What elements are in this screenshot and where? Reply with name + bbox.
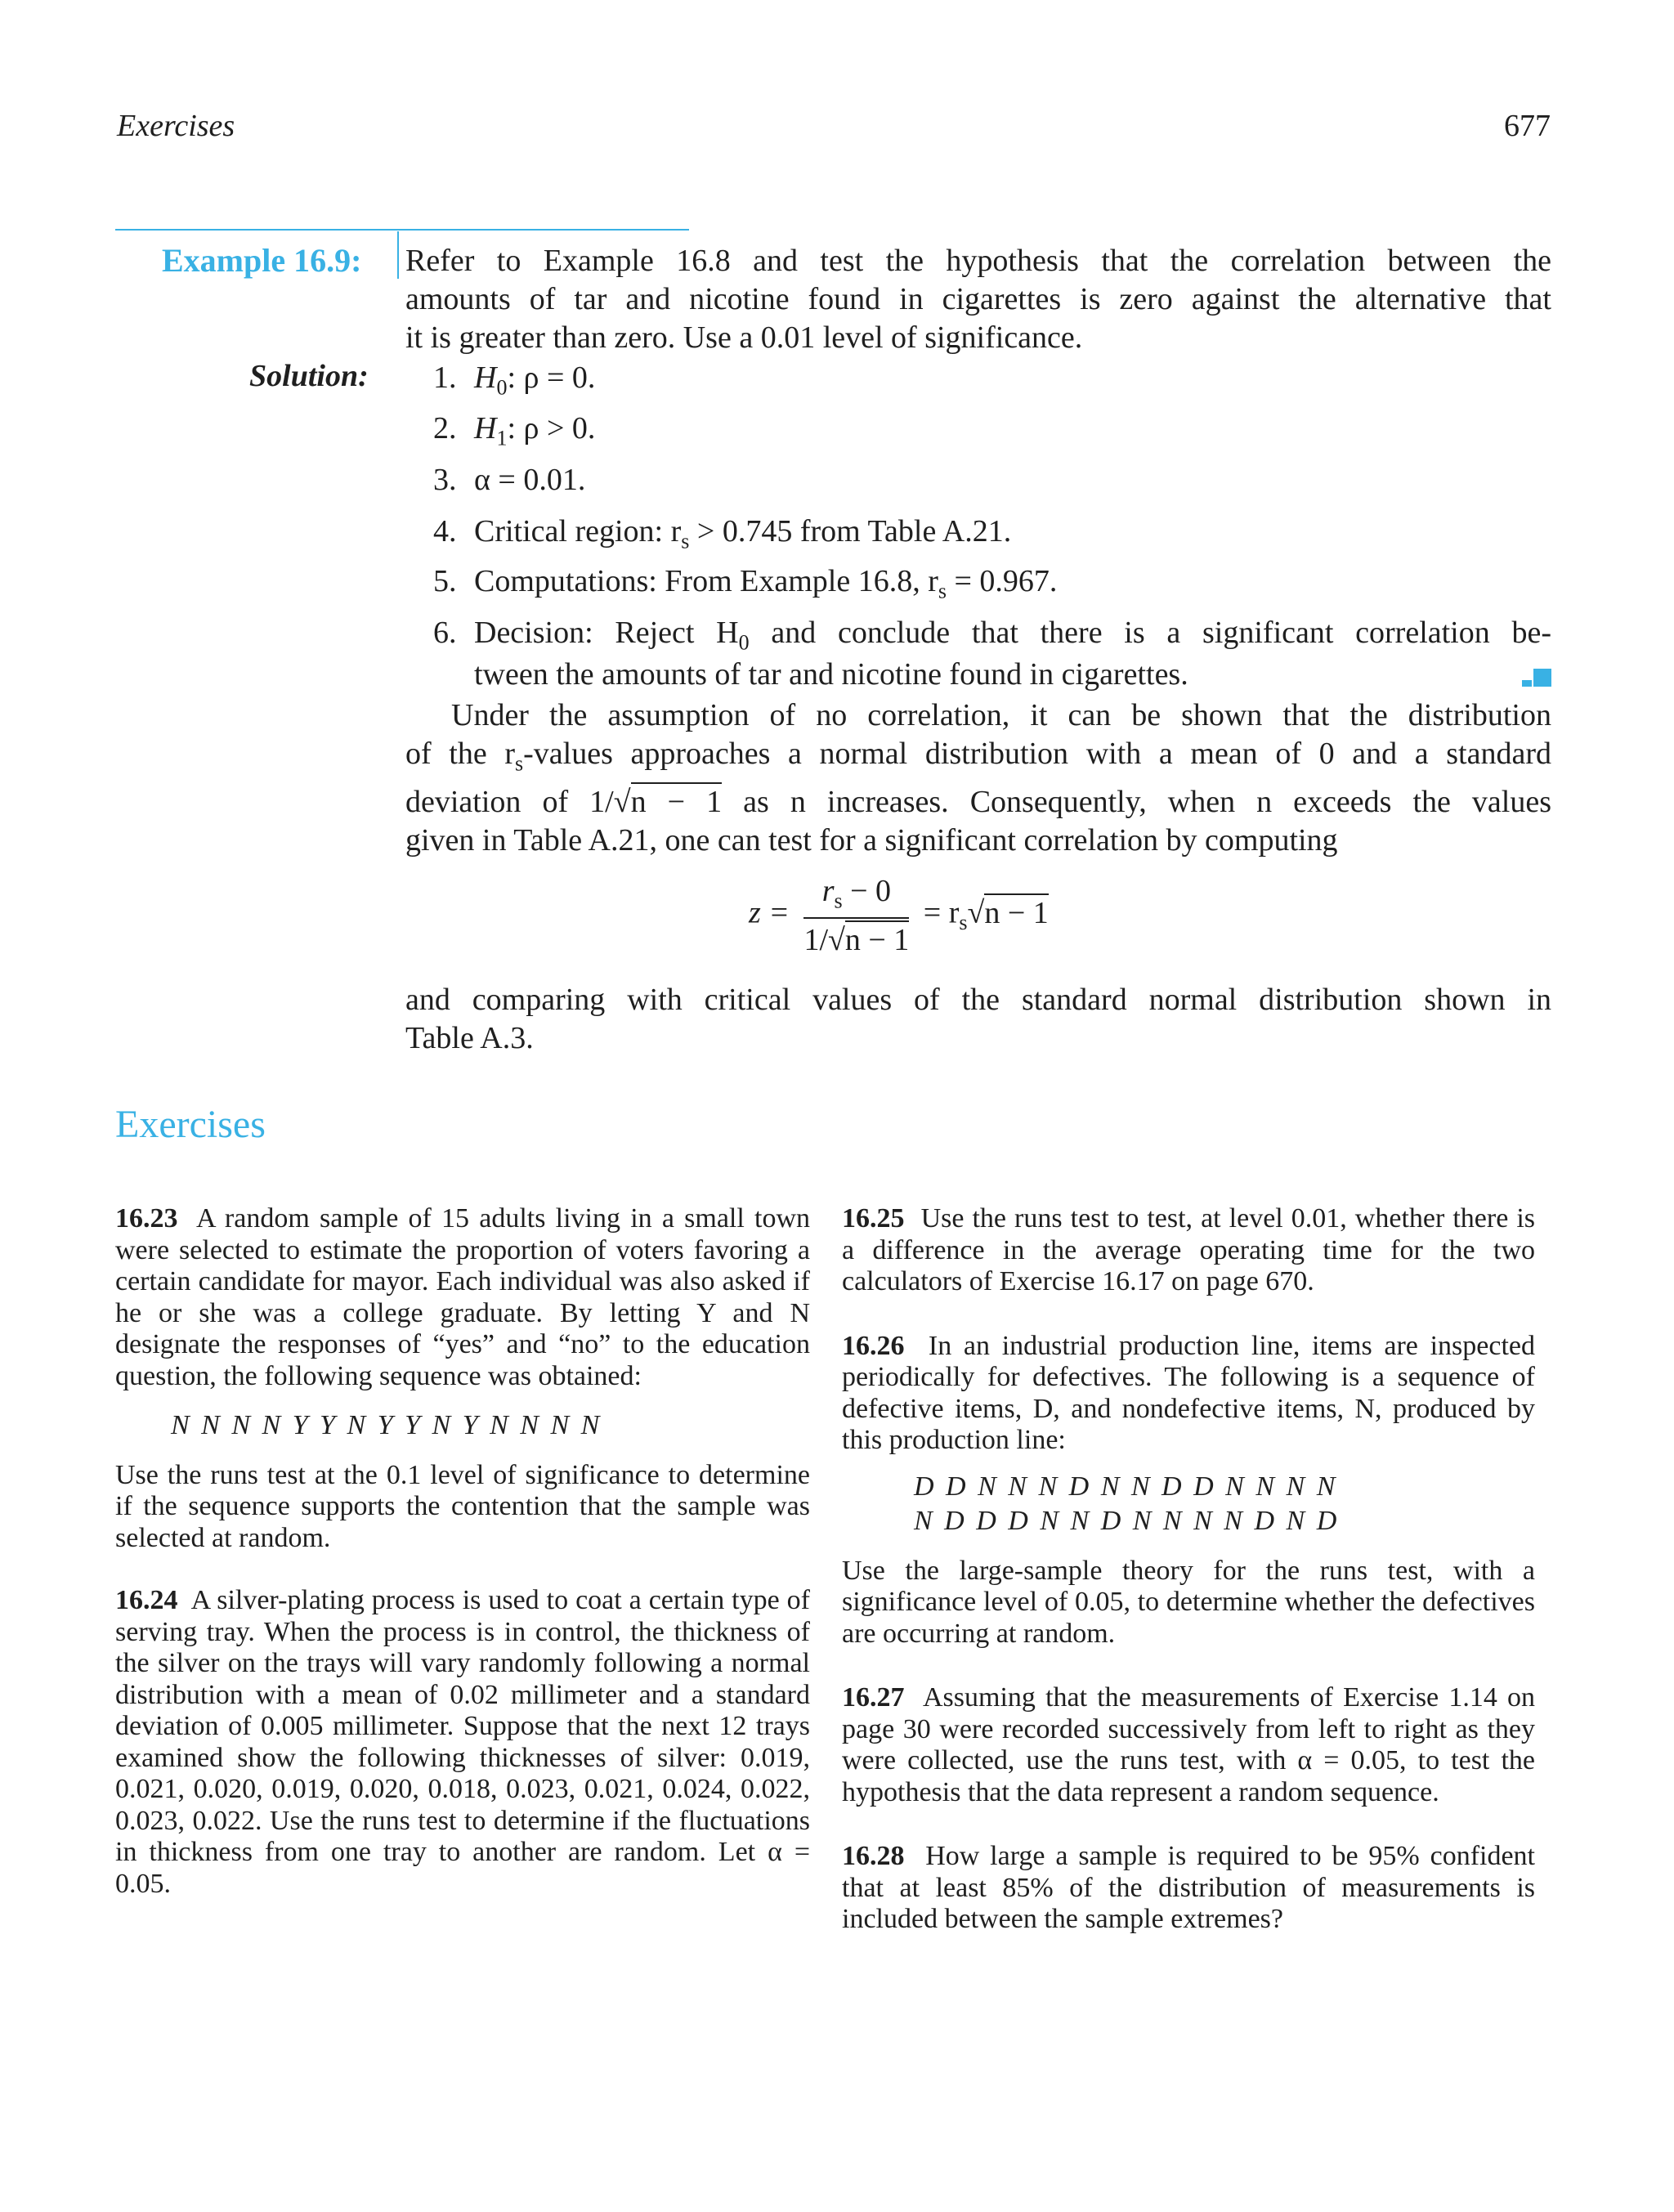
solution-step-5: 5. Computations: From Example 16.8, $r_s = 0.967$. (433, 564, 1058, 603)
example-line: amounts of tar and nicotine found in cigarettes is zero against the alternative that (405, 282, 1551, 316)
exercise-16-23-question: Use the runs test at the 0.1 level of significance to determine if the sequence supports the contention that the sample was selected at random. (115, 1459, 810, 1553)
sequence: N N N N Y Y N Y Y N Y N N N N (171, 1410, 600, 1440)
end-of-example-mark (1533, 669, 1551, 687)
solution-step-3: 3. α = 0.01. (433, 463, 586, 497)
exercise-16-26-question: Use the large-sample theory for the runs test, with a significance level of 0.05, to determine whether the defectives are occurring at random. (842, 1555, 1535, 1649)
body-paragraph: Under the assumption of no correlation, it can be shown that the distribution of the $r_s$-values approaches a normal distribution with a mean of 0 and a standard deviation of 1/√n − 1 as n increases. Consequently, when n exceeds the values given in Table A.21, one can test for a significant correlation by computing (405, 698, 1552, 857)
solution-step-2: 2. $H_1$: ρ > 0. (433, 411, 596, 450)
solution-step-1: 1. $H_0$: ρ = 0. (433, 360, 596, 400)
sequence-line: D D N N N D N N D D N N N N (914, 1471, 1336, 1502)
exercise-16-28: 16.28 How large a sample is required to be 95% confident that at least 85% of the distribution of measurements is included between the sample extremes? (842, 1841, 1535, 1934)
example-side-bar (397, 231, 399, 279)
exercise-column-left (115, 1203, 810, 1900)
example-line: it is greater than zero. Use a 0.01 level of significance. (405, 320, 1083, 355)
exercise-column-right (842, 1203, 1535, 1936)
exercise-16-23: 16.23 A random sample of 15 adults living in a small town were selected to estimate the proportion of voters favoring a certain candidate for mayor. Each individual was also asked if he or she was a college graduate. By letting Y and N designate the responses of “yes” and “no” to the education question, the following sequence was obtained: (115, 1203, 811, 1391)
exercise-16-24: 16.24 A silver-plating process is used to coat a certain type of serving tray. When the process is in control, the thickness of the silver on the trays will vary randomly following a normal distribution with a mean of 0.02 millimeter and a standard deviation of 0.005 millimeter. Suppose that the next 12 trays examined show the following thicknesses of silver: 0.019, 0.021, 0.020, 0.019, 0.020, 0.018, 0.023, 0.021, 0.024, 0.022, 0.023, 0.022. Use the runs test to determine if the fluctuations in thickness from one tray to another are random. Let α = 0.05. (115, 1585, 811, 1899)
example-statement (405, 242, 1551, 357)
solution-step-4: 4. Critical region: $r_s > 0.745$ from Table A.21. (433, 514, 1012, 553)
body-paragraph-continued: and comparing with critical values of the standard normal distribution shown in Table A.3. (405, 983, 1551, 1055)
solution-step-6: 6. Decision: Reject $H_0$ and conclude that there is a significant correlation be- tween the amounts of tar and nicotine found in cigarettes. (433, 616, 1552, 692)
example-label: Example 16.9: (162, 242, 362, 279)
exercise-16-26: 16.26 In an industrial production line, items are inspected periodically for defectives. The following is a sequence of defective items, D, and nondefective items, N, produced by this production line: (842, 1330, 1535, 1455)
example-line: Refer to Example 16.8 and test the hypothesis that the correlation between the (405, 244, 1551, 278)
page-number: 677 (1504, 109, 1551, 143)
solution-label: Solution: (249, 359, 369, 393)
running-header: Exercises (117, 109, 235, 143)
exercise-16-25: 16.25 Use the runs test to test, at level 0.01, whether there is a difference in the average operating time for the two calculators of Exercise 16.17 on page 670. (842, 1203, 1535, 1296)
section-heading: Exercises (115, 1103, 266, 1146)
sequence-line: N D D D N N D N N N N D N D (914, 1506, 1337, 1536)
z-formula: z = $\frac{r_s - 0}{1/√n - 1}$ = $r_s√n - 1$ (749, 874, 1049, 957)
exercise-16-27: 16.27 Assuming that the measurements of Exercise 1.14 on page 30 were recorded successively from left to right as they were collected, use the runs test, with α = 0.05, to test the hypothesis that the data represent a random sequence. (842, 1682, 1536, 1807)
example-top-rule (115, 229, 689, 231)
